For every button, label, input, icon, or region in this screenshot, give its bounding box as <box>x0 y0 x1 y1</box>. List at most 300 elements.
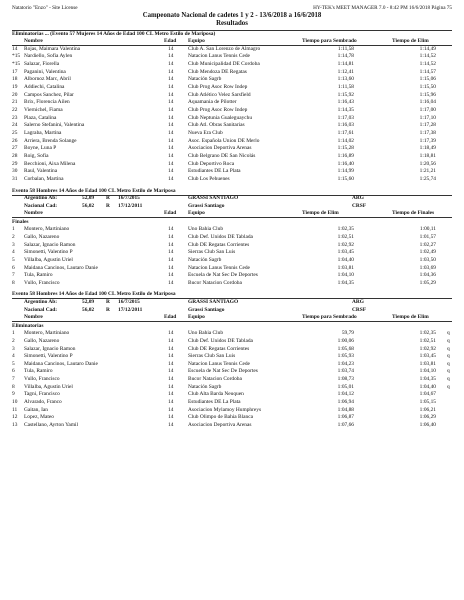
result-row <box>12 99 452 106</box>
result-row <box>12 265 452 272</box>
swimmer-age: 14 <box>168 279 174 286</box>
swimmer-age: 14 <box>168 414 174 421</box>
swimmer-age: 14 <box>168 152 174 159</box>
swimmer-age: 14 <box>168 368 174 375</box>
team-name: Aquamania de Pilotter <box>188 99 237 106</box>
place: 7 <box>12 272 15 279</box>
swimmer-age: 14 <box>168 241 174 248</box>
seed-time: 1:07,66 <box>337 422 354 428</box>
event-58-heading: Evento 58 Hombres 14 Años de Edad 100 CL Metro Estilo de Mariposa <box>12 187 176 194</box>
swimmer-age: 14 <box>168 360 174 367</box>
team-name: Natacion Lanus Tennis Cede <box>188 264 250 271</box>
place: 24 <box>12 122 18 129</box>
team-name: Club Olimpo de Bahia Blanca <box>188 414 253 421</box>
team-name: Uno Bahia Club <box>188 226 224 233</box>
result-time: 1:16,04 <box>419 99 436 106</box>
result-time: 1:25,74 <box>419 175 436 182</box>
place: 13 <box>12 422 18 428</box>
place: 8 <box>12 279 15 286</box>
team-name: Natacion Lanus Tennis Cede <box>188 360 250 367</box>
swimmer-age: 14 <box>168 68 174 75</box>
swimmer-age: 14 <box>168 145 174 152</box>
result-time: 1:20,56 <box>419 160 436 167</box>
swimmer-age: 14 <box>168 175 174 182</box>
place: 30 <box>12 168 18 175</box>
swimmer-age: 14 <box>168 91 174 98</box>
team-name: Estudiantes DE La Plata <box>188 399 241 406</box>
swimmer-name: Tagni, Francisco <box>24 391 60 398</box>
team-name: Sierras Club San Luis <box>188 249 236 256</box>
result-row <box>12 280 452 287</box>
place: 7 <box>12 376 15 383</box>
team-name: Natación Sagrb <box>188 256 222 263</box>
place: 8 <box>12 383 15 390</box>
seed-time: 1:00,06 <box>337 337 354 344</box>
result-row <box>12 145 452 152</box>
swimmer-name: Campos Sanchez, Pilar <box>24 91 74 98</box>
result-time: 1:15,50 <box>419 84 436 91</box>
seed-time: 1:05,68 <box>337 345 354 352</box>
meet-title: Campeonato Nacional de cadetes 1 y 2 - 13/6/2018 a 16/6/2018 <box>142 12 322 19</box>
result-row <box>12 69 452 76</box>
result-row <box>12 257 452 264</box>
seed-time: 1:16,40 <box>337 160 354 167</box>
seed-time: 1:05,01 <box>337 383 354 390</box>
seed-time: 1:16,89 <box>337 152 354 159</box>
record-r: R <box>106 202 110 209</box>
record-holder: Grassi Santiago <box>188 202 225 209</box>
swimmer-name: Arriera, Brenda Solange <box>24 137 77 144</box>
swimmer-age: 14 <box>168 249 174 256</box>
swimmer-name: Raul, Valentina <box>24 168 58 175</box>
place: 3 <box>12 241 15 248</box>
result-row <box>12 407 452 414</box>
record-r: R <box>106 195 110 202</box>
place: 23 <box>12 114 18 121</box>
place: 22 <box>12 107 18 113</box>
swimmer-name: Rojas, Maimara Valentina <box>24 45 81 52</box>
seed-time: 1:16,43 <box>337 99 354 106</box>
result-row <box>12 338 452 345</box>
place: 27 <box>12 145 18 152</box>
team-name: Club A. San Lorenzo de Almagro <box>188 45 261 52</box>
col-edad-header: Edad <box>164 314 177 321</box>
result-time: 1:15,96 <box>419 91 436 98</box>
seed-time: 1:02,35 <box>337 226 354 233</box>
swimmer-name: Nardiello, Sofia Aylen <box>24 53 73 60</box>
result-time: 1:15,06 <box>419 76 436 83</box>
qualifier-mark: q <box>447 383 450 390</box>
swimmer-age: 14 <box>168 264 174 271</box>
team-name: Club Deportivo Roca <box>188 160 235 167</box>
swimmer-age: 14 <box>168 399 174 406</box>
col-edad-header: Edad <box>164 37 177 44</box>
place: 14 <box>12 45 18 52</box>
result-time: 1:03,69 <box>419 264 436 271</box>
team-name: Club Mendoza DE Regatas <box>188 68 247 75</box>
result-time: 1:02,51 <box>419 337 436 344</box>
team-name: Club Def. Unidos DE Tablada <box>188 233 253 240</box>
col-nombre-header: Nombre <box>24 37 43 44</box>
team-name: Club Alta Barda Neuquen <box>188 391 244 398</box>
record-holder: GRASSI SANTIAGO <box>188 299 239 306</box>
place: 1 <box>12 226 15 233</box>
result-time: 1:17,39 <box>419 137 436 144</box>
swimmer-name: Lopez, Mateo <box>24 414 54 421</box>
place: 6 <box>12 368 15 375</box>
result-row <box>12 242 452 249</box>
swimmer-name: Salerno Stefanini, Valentina <box>24 122 85 129</box>
seed-time: 1:03,45 <box>337 249 354 256</box>
qualifier-mark: q <box>447 360 450 367</box>
results-subtitle: Resultados <box>216 20 248 27</box>
result-row <box>12 353 452 360</box>
place: 21 <box>12 99 18 106</box>
result-row <box>12 346 452 353</box>
swimmer-name: Becchioni, Aixa Milena <box>24 160 76 167</box>
place: 10 <box>12 399 18 406</box>
seed-time: 1:06,94 <box>337 399 354 406</box>
result-row <box>12 384 452 391</box>
record-date: 17/12/2011 <box>118 202 143 209</box>
swimmer-age: 14 <box>168 337 174 344</box>
result-time: 1:02,35 <box>419 330 436 337</box>
seed-time: 1:05,93 <box>337 353 354 360</box>
swimmer-age: 14 <box>168 114 174 121</box>
record-date: 16/7/2015 <box>118 195 140 202</box>
result-time: 1:18,49 <box>419 145 436 152</box>
result-row <box>12 92 452 99</box>
place: 17 <box>12 68 18 75</box>
swimmer-name: Roig, Sofia <box>24 152 49 159</box>
place: *15 <box>12 53 21 60</box>
result-row <box>12 249 452 256</box>
result-row <box>12 115 452 122</box>
team-name: Club Belgrano DE San Nicolás <box>188 152 256 159</box>
result-row <box>12 226 452 233</box>
result-row <box>12 399 452 406</box>
swimmer-name: Salazar, Ignacio Ramon <box>24 345 76 352</box>
seed-time: 1:17,61 <box>337 129 354 136</box>
team-name: Club Def. Unidos DE Tablada <box>188 337 253 344</box>
seed-time: 1:04,12 <box>337 391 354 398</box>
record-team: CRSF <box>352 306 367 313</box>
col-equipo-header: Equipo <box>188 314 205 321</box>
swimmer-age: 14 <box>168 45 174 52</box>
team-name: Natación Sagrb <box>188 76 222 83</box>
team-name: Asociacion Mylamoy Humphreys <box>188 406 262 413</box>
place: 5 <box>12 256 15 263</box>
swimmer-name: Montero, Martiniano <box>24 330 70 337</box>
swimmer-age: 14 <box>168 53 174 60</box>
col-edad-header: Edad <box>164 210 177 217</box>
swimmer-name: Simonetti, Valentino P <box>24 249 73 256</box>
seed-time: 1:17,03 <box>337 114 354 121</box>
swimmer-age: 14 <box>168 391 174 398</box>
seed-time: 1:11,58 <box>337 84 354 91</box>
seed-time: 1:03,74 <box>337 368 354 375</box>
col-seed-header: Tiempo para Sembrado <box>302 314 357 321</box>
result-row <box>12 234 452 241</box>
result-time: 1:21,21 <box>419 168 436 175</box>
result-row <box>12 61 452 68</box>
place: 31 <box>12 175 18 182</box>
place: 1 <box>12 330 15 337</box>
record-label: Nacional Cad: <box>24 202 58 209</box>
team-name: Escuela de Nat Sec De Deportes <box>188 272 258 279</box>
record-r: R <box>106 306 110 313</box>
record-time: 56,02 <box>82 202 95 209</box>
record-date: 17/12/2011 <box>118 306 143 313</box>
swimmer-age: 14 <box>168 84 174 91</box>
result-time: 1:05,15 <box>419 399 436 406</box>
record-holder: Grassi Santiago <box>188 306 225 313</box>
swimmer-age: 14 <box>168 61 174 68</box>
swimmer-age: 14 <box>168 137 174 144</box>
column-header <box>12 210 452 217</box>
seed-time: 1:14,99 <box>337 168 354 175</box>
result-time: 1:06,29 <box>419 414 436 421</box>
result-time: 1:00,11 <box>419 226 436 233</box>
result-time: 1:03,81 <box>419 360 436 367</box>
record-label: Argentino Ab: <box>24 195 58 202</box>
swimmer-name: Montero, Martiniano <box>24 226 70 233</box>
swimmer-age: 14 <box>168 168 174 175</box>
result-time: 1:04,10 <box>419 368 436 375</box>
seed-time: 1:14,02 <box>337 137 354 144</box>
col-final-header: Tiempo de Elim <box>392 37 429 44</box>
seed-time: 1:14,78 <box>337 53 354 60</box>
seed-time: 1:04,10 <box>337 272 354 279</box>
result-row <box>12 272 452 279</box>
team-name: Bucor Natacion Cordoba <box>188 376 242 383</box>
result-time: 1:14,49 <box>419 45 436 52</box>
place: 20 <box>12 91 18 98</box>
col-seed-header: Tiempo para Sembrado <box>302 37 357 44</box>
result-time: 1:06,40 <box>419 422 436 428</box>
place: 2 <box>12 233 15 240</box>
place: 12 <box>12 414 18 421</box>
swimmer-name: Lagraba, Martina <box>24 129 62 136</box>
record-team: ARG <box>352 195 364 202</box>
place: 26 <box>12 137 18 144</box>
column-header <box>12 314 452 321</box>
team-name: Natacion Lanus Tennis Cede <box>188 53 250 60</box>
event-57-heading: Eliminatorias ... (Evento 57 Mujeres 14 Años de Edad 100 CL Metro Estilo de Mariposa) <box>12 30 216 37</box>
event-heading <box>12 188 452 195</box>
seed-time: 1:12,41 <box>337 68 354 75</box>
seed-time: 1:14,81 <box>337 61 354 68</box>
swimmer-name: Tula, Ramiro <box>24 368 53 375</box>
qualifier-mark: q <box>447 376 450 383</box>
seed-time: 1:14,35 <box>337 107 354 113</box>
result-row <box>12 161 452 168</box>
team-name: Escuela de Nat Sec De Deportes <box>188 368 258 375</box>
seed-time: 1:04,35 <box>337 279 354 286</box>
place: 19 <box>12 84 18 91</box>
seed-time: 1:04,23 <box>337 360 354 367</box>
swimmer-name: Maidana Cancinos, Lautaro Danie <box>24 360 98 367</box>
team-name: Club Neptunia Gualeguaychu <box>188 114 253 121</box>
record-r: R <box>106 299 110 306</box>
team-name: Uno Bahia Club <box>188 330 224 337</box>
col-seed-header: Tiempo de Elim <box>302 210 339 217</box>
license-header: Natatorio "Enzo" - Site License <box>12 5 78 11</box>
team-name: Estudiantes DE La Plata <box>188 168 241 175</box>
result-row <box>12 414 452 421</box>
result-row <box>12 422 452 429</box>
event-58-heading: Evento 58 Hombres 14 Años de Edad 100 CL Metro Estilo de Mariposa <box>12 291 176 298</box>
swimmer-age: 14 <box>168 233 174 240</box>
swimmer-age: 14 <box>168 422 174 428</box>
seed-time: 1:04,88 <box>337 406 354 413</box>
place: 29 <box>12 160 18 167</box>
seed-time: 1:08,73 <box>337 376 354 383</box>
result-row <box>12 368 452 375</box>
place: *15 <box>12 61 21 68</box>
result-row <box>12 76 452 83</box>
swimmer-name: Viernichel, Fiama <box>24 107 63 113</box>
swimmer-age: 14 <box>168 353 174 360</box>
result-time: 1:14,52 <box>419 53 436 60</box>
swimmer-name: Vullo, Francisco <box>24 279 60 286</box>
place: 4 <box>12 249 15 256</box>
seed-time: 1:02,92 <box>337 241 354 248</box>
swimmer-age: 14 <box>168 330 174 337</box>
result-row <box>12 376 452 383</box>
team-name: Club Municipalidad DE Cordoba <box>188 61 260 68</box>
qualifier-mark: q <box>447 330 450 337</box>
team-name: Club Prog Asoc Row Indep <box>188 107 248 113</box>
swimmer-name: Gallo, Nazareno <box>24 233 60 240</box>
result-time: 1:17,00 <box>419 107 436 113</box>
swimmer-name: Addiechi, Catalina <box>24 84 65 91</box>
result-row <box>12 107 452 114</box>
team-name: Asoc. Española Union DE Merlo <box>188 137 260 144</box>
record-line <box>12 203 452 210</box>
col-final-header: Tiempo de Elim <box>392 314 429 321</box>
result-time: 1:17,28 <box>419 122 436 129</box>
team-name: Nueva Era Club <box>188 129 223 136</box>
col-equipo-header: Equipo <box>188 210 205 217</box>
finals-heading: Finales <box>12 218 29 225</box>
result-row <box>12 330 452 337</box>
result-row <box>12 168 452 175</box>
place: 4 <box>12 353 15 360</box>
swimmer-name: Corbalan, Martina <box>24 175 64 182</box>
result-time: 1:01,57 <box>419 233 436 240</box>
seed-time: 1:02,51 <box>337 233 354 240</box>
swimmer-name: Salazar, Fiorella <box>24 61 60 68</box>
col-final-header: Tiempo de Finales <box>392 210 435 217</box>
team-name: Club DE Regatas Corrientes <box>188 345 250 352</box>
swimmer-name: Maidana Cancinos, Lautaro Danie <box>24 264 98 271</box>
swimmer-age: 14 <box>168 160 174 167</box>
seed-time: 1:15,60 <box>337 175 354 182</box>
seed-time: 1:11,58 <box>337 45 354 52</box>
phase-heading <box>12 219 452 226</box>
result-row <box>12 138 452 145</box>
result-time: 1:04,35 <box>419 376 436 383</box>
col-equipo-header: Equipo <box>188 37 205 44</box>
qualifier-mark: q <box>447 337 450 344</box>
team-name: Asociacion Deportiva Arenas <box>188 145 252 152</box>
result-row <box>12 84 452 91</box>
col-nombre-header: Nombre <box>24 210 43 217</box>
place: 2 <box>12 337 15 344</box>
team-name: Club Los Pehuenes <box>188 175 230 182</box>
result-time: 1:18,81 <box>419 152 436 159</box>
swimmer-age: 14 <box>168 122 174 129</box>
swimmer-age: 14 <box>168 383 174 390</box>
result-row <box>12 391 452 398</box>
place: 11 <box>12 406 18 413</box>
team-name: Natación Sagrb <box>188 383 222 390</box>
result-time: 1:02,49 <box>419 249 436 256</box>
swimmer-name: Villalba, Agustin Uriel <box>24 256 73 263</box>
seed-time: 1:15,28 <box>337 145 354 152</box>
result-time: 1:04,67 <box>419 391 436 398</box>
team-name: Club Atlético Velez Sarsfield <box>188 91 251 98</box>
seed-time: 1:16,03 <box>337 122 354 129</box>
column-header <box>12 38 452 45</box>
swimmer-age: 14 <box>168 107 174 113</box>
result-time: 1:03,50 <box>419 256 436 263</box>
place: 25 <box>12 129 18 136</box>
swimmer-name: Gaitan, Ian <box>24 406 48 413</box>
swimmer-age: 14 <box>168 99 174 106</box>
place: 3 <box>12 345 15 352</box>
result-time: 1:04,40 <box>419 383 436 390</box>
swimmer-age: 14 <box>168 226 174 233</box>
swimmer-name: Salazar, Ignacio Ramon <box>24 241 76 248</box>
swimmer-name: Albornoz Marc, Abril <box>24 76 71 83</box>
swimmer-name: Castellano, Ayrton Yamil <box>24 422 79 428</box>
seed-time: 59,79 <box>341 330 354 337</box>
swimmer-name: Villalba, Agustin Uriel <box>24 383 73 390</box>
record-line <box>12 299 452 306</box>
result-row <box>12 153 452 160</box>
seed-time: 1:06,87 <box>337 414 354 421</box>
result-row <box>12 361 452 368</box>
swimmer-age: 14 <box>168 376 174 383</box>
record-time: 52,09 <box>82 299 95 306</box>
swimmer-age: 14 <box>168 256 174 263</box>
swimmer-name: Tula, Ramiro <box>24 272 53 279</box>
swimmer-name: Gallo, Nazareno <box>24 337 60 344</box>
result-row <box>12 53 452 60</box>
swimmer-name: Simonetti, Valentino P <box>24 353 73 360</box>
record-holder: GRASSI SANTIAGO <box>188 195 239 202</box>
result-time: 1:14,57 <box>419 68 436 75</box>
swimmer-name: Alvarado, Franco <box>24 399 62 406</box>
swimmer-age: 14 <box>168 76 174 83</box>
team-name: Club Atl. Obras Sanitarias <box>188 122 245 129</box>
result-time: 1:02,92 <box>419 345 436 352</box>
swimmer-age: 14 <box>168 272 174 279</box>
result-time: 1:17,10 <box>419 114 436 121</box>
qualifier-mark: q <box>447 345 450 352</box>
swimmer-age: 14 <box>168 345 174 352</box>
swimmer-name: Plaza, Catalina <box>24 114 57 121</box>
record-time: 52,09 <box>82 195 95 202</box>
swimmer-name: Paganini, Valentina <box>24 68 66 75</box>
prelims-heading: Eliminatorias <box>12 322 44 329</box>
seed-time: 1:04,40 <box>337 256 354 263</box>
phase-heading <box>12 323 452 330</box>
place: 28 <box>12 152 18 159</box>
event-heading <box>12 291 452 298</box>
